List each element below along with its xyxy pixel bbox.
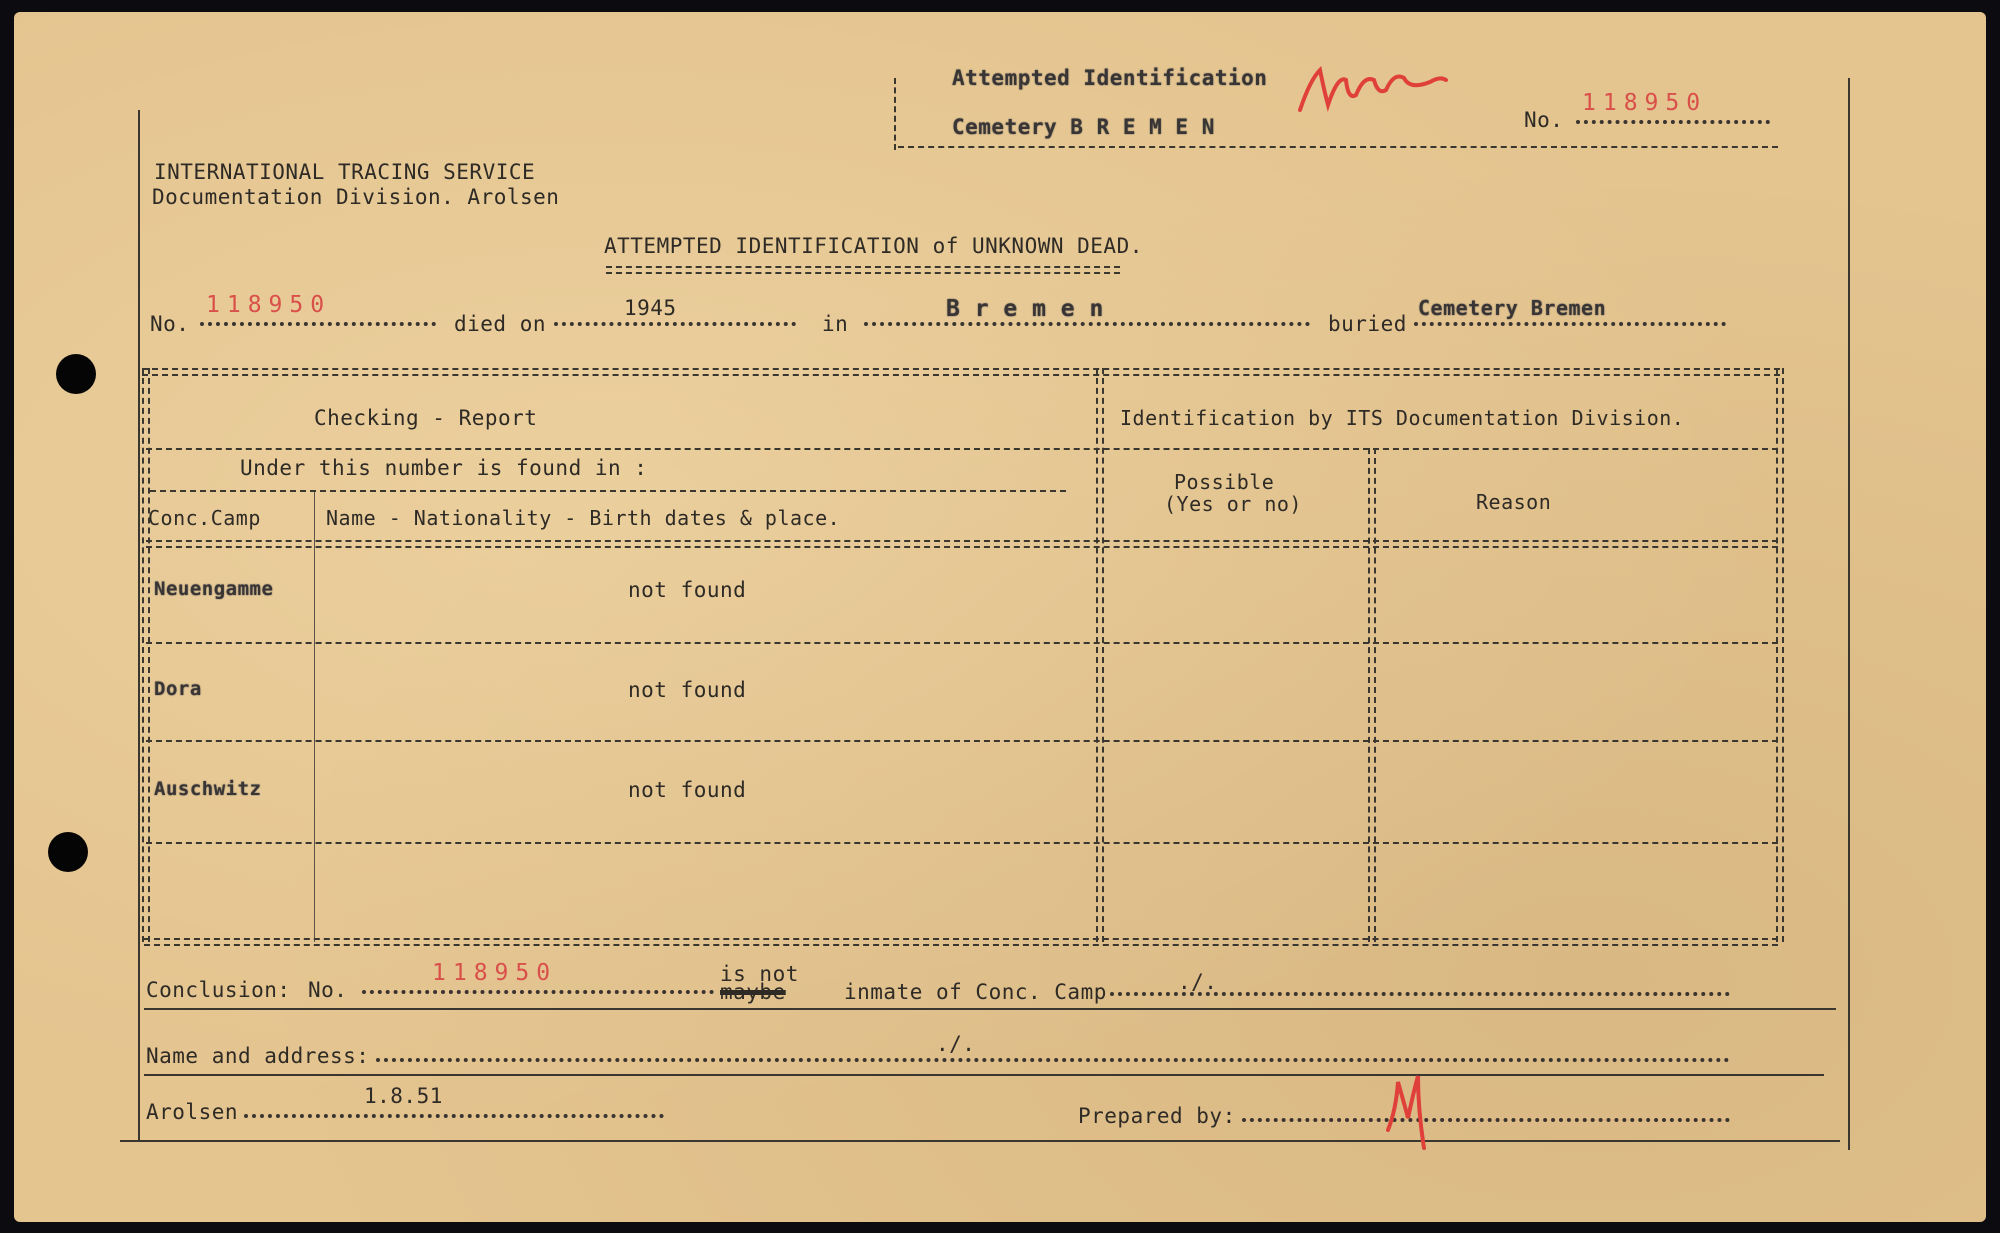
date-dotline	[244, 1114, 664, 1118]
table-top-border	[142, 368, 1780, 376]
column-reason-header: Reason	[1476, 490, 1552, 514]
conclusion-no-dotline	[362, 990, 714, 994]
row-1-camp: Neuengamme	[154, 578, 274, 600]
identification-title: Identification by ITS Documentation Division.	[1120, 406, 1685, 430]
conclusion-no-label: No.	[308, 978, 348, 1002]
place-label: Arolsen	[146, 1100, 239, 1124]
row-2-separator	[146, 740, 1778, 742]
died-value: 1945	[624, 296, 677, 320]
buried-label: buried	[1328, 312, 1407, 336]
frame-bottom	[120, 1140, 1840, 1142]
punch-hole-bottom	[48, 832, 88, 872]
punch-hole-top	[56, 354, 96, 394]
row-3-separator	[146, 842, 1778, 844]
header-separator	[146, 448, 1778, 450]
conclusion-camp-value: ./.	[1178, 970, 1218, 994]
in-label: in	[822, 312, 849, 336]
died-label: died on	[454, 312, 547, 336]
details-no-dotline	[200, 322, 436, 326]
row-2-result: not found	[628, 678, 747, 702]
conclusion-underline	[144, 1008, 1836, 1010]
buried-dotline	[1414, 322, 1726, 326]
prepared-by-label: Prepared by:	[1078, 1104, 1236, 1128]
name-address-value: ./.	[936, 1032, 976, 1056]
checking-report-title: Checking - Report	[314, 406, 538, 430]
found-in-underline	[150, 490, 1066, 492]
document-title: ATTEMPTED IDENTIFICATION of UNKNOWN DEAD.	[604, 234, 1143, 258]
org-line-1: INTERNATIONAL TRACING SERVICE	[154, 160, 536, 184]
row-3-camp: Auschwitz	[154, 778, 262, 800]
table-right-border	[1776, 368, 1784, 942]
date-value: 1.8.51	[364, 1084, 443, 1108]
frame-left	[138, 110, 140, 1140]
column-possible-header-2: (Yes or no)	[1164, 492, 1302, 516]
column-possible-header-1: Possible	[1174, 470, 1275, 494]
name-address-label: Name and address:	[146, 1044, 370, 1068]
possible-reason-divider	[1368, 448, 1376, 942]
buried-value: Cemetery Bremen	[1418, 296, 1607, 320]
in-dotline	[864, 322, 1310, 326]
conclusion-struck-word: maybe	[720, 980, 786, 1004]
row-1-result: not found	[628, 578, 747, 602]
found-in-label: Under this number is found in :	[240, 456, 648, 480]
camp-name-divider	[314, 490, 315, 942]
prepared-by-dotline	[1242, 1118, 1730, 1122]
details-no-value: 118950	[206, 292, 332, 318]
header-no-label: No.	[1524, 108, 1564, 132]
column-name-header: Name - Nationality - Birth dates & place.	[326, 506, 841, 530]
preparer-initial-signature	[1384, 1070, 1444, 1150]
stamp-line-1: Attempted Identification	[952, 66, 1268, 90]
conclusion-inmate-text: inmate of Conc. Camp	[844, 980, 1107, 1004]
column-header-separator	[146, 540, 1778, 548]
name-address-underline	[144, 1074, 1824, 1076]
died-dotline	[554, 322, 796, 326]
table-bottom-border	[144, 938, 1778, 946]
conclusion-label: Conclusion:	[146, 978, 291, 1002]
record-card	[14, 12, 1986, 1222]
name-address-dotline	[376, 1058, 1730, 1062]
table-left-border	[142, 368, 150, 942]
row-3-result: not found	[628, 778, 747, 802]
org-line-2: Documentation Division. Arolsen	[152, 185, 560, 209]
in-value: B r e m e n	[946, 296, 1104, 322]
conclusion-camp-dotline	[1110, 992, 1730, 996]
table-center-divider	[1096, 368, 1104, 942]
row-1-separator	[146, 642, 1778, 644]
header-no-dotline	[1576, 120, 1770, 124]
row-2-camp: Dora	[154, 678, 202, 700]
stamp-box-left	[894, 78, 896, 150]
header-no-value: 118950	[1582, 90, 1708, 116]
column-camp-header: Conc.Camp	[148, 506, 261, 530]
title-underline	[606, 266, 1120, 274]
signature-none	[1290, 50, 1470, 120]
frame-right	[1848, 78, 1850, 1150]
conclusion-no-value: 118950	[432, 960, 558, 986]
conclusion-is-not: is not	[720, 962, 799, 986]
stamp-line-2: Cemetery B R E M E N	[952, 115, 1215, 139]
stamp-box-bottom	[898, 146, 1778, 148]
details-no-label: No.	[150, 312, 190, 336]
